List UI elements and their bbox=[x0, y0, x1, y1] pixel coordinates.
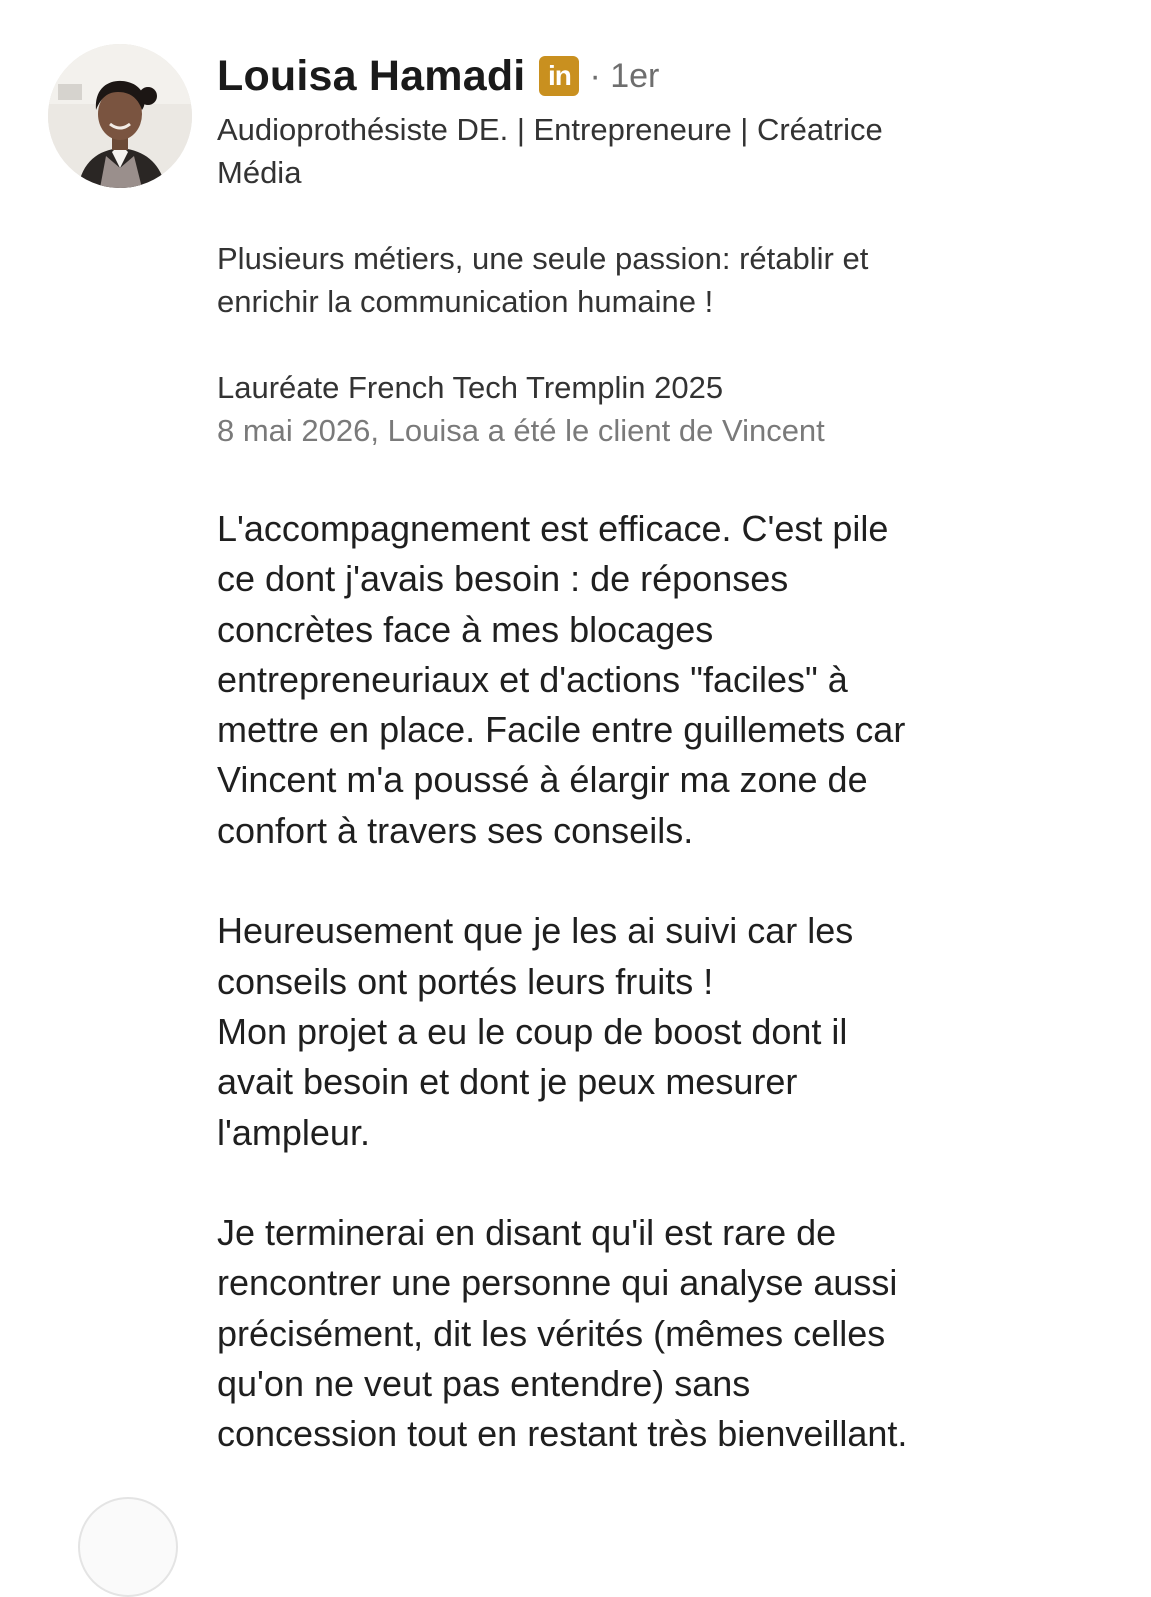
recommender-name[interactable]: Louisa Hamadi bbox=[217, 51, 526, 100]
recommender-headline: Audioprothésiste DE. | Entrepreneure | Créatrice Média Plusieurs métiers, une seule passion: rétablir et enrichir la communication humaine ! Lauréate French Tech Tremplin 2025 bbox=[217, 112, 883, 405]
linkedin-premium-icon bbox=[539, 56, 579, 96]
recommender-name-row bbox=[217, 44, 1117, 108]
recommendation-content bbox=[217, 44, 1117, 1460]
recommendation-text: L'accompagnement est efficace. C'est pile ce dont j'avais besoin : de réponses concrètes face à mes blocages entrepreneuriaux et d'actions "faciles" à mettre en place. Facile entre guillemets car Vincent m'a poussé à élargir ma zone de confort à travers ses conseils. Heureusement que je les ai suivi car les conseils ont portés leurs fruits ! Mon projet a eu le coup de boost dont il avait besoin et dont je peux mesurer l'ampleur. Je terminerai en disant qu'il est rare de rencontrer une personne qui analyse aussi précisément, dit les vérités (mêmes celles qu'on ne veut pas entendre) sans concession tout en restant très bienveillant. bbox=[217, 508, 908, 1455]
next-recommender-avatar[interactable] bbox=[78, 1497, 178, 1597]
profile-photo-icon bbox=[48, 44, 192, 188]
connection-degree: · 1er bbox=[589, 56, 660, 95]
recommender-avatar[interactable] bbox=[48, 44, 192, 188]
linkedin-badge-label: in bbox=[548, 60, 571, 91]
recommendation-meta: 8 mai 2026, Louisa a été le client de Vincent bbox=[217, 413, 825, 448]
